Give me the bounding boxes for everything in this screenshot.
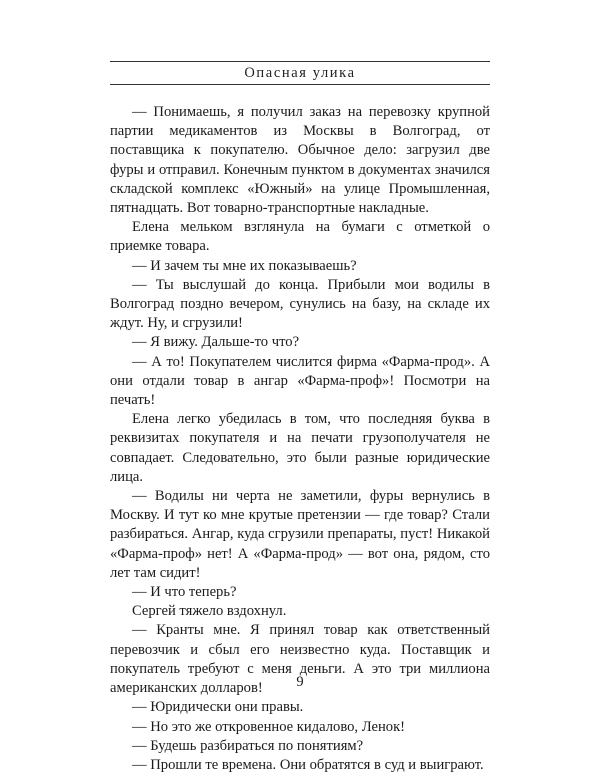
- running-header: [110, 61, 490, 85]
- paragraph: — Я вижу. Дальше-то что?: [132, 334, 300, 351]
- paragraph: — А то! Покупателем числится фирма «Фарма-прод». А они отдали товар в ангар «Фарма-проф»! Посмотри на печать!: [110, 353, 490, 409]
- running-title: Опасная улика: [244, 65, 356, 81]
- paragraph: — Водилы ни черта не заметили, фуры вернулись в Москву. И тут ко мне крутые претензии — где товар? Стали разбираться. Ангар, куда сгрузили препараты, пуст! Никакой «Фарма-проф» нет! А «Фарма-прод» — вот она, рядом, сто лет там сидит!: [110, 488, 490, 581]
- paragraph: — Прошли те времена. Они обратятся в суд и выиграют.: [132, 756, 484, 773]
- paragraph: — Понимаешь, я получил заказ на перевозку крупной партии медикаментов из Москвы в Волгоград, от поставщика к покупателю. Обычное дело: загрузил две фуры и отправил. Конечным пунктом в документах значился складской комплекс «Южный» на улице Промышленная, пятнадцать. Вот товарно-транспортные накладные.: [110, 104, 490, 217]
- paragraph: Сергей тяжело вздохнул.: [132, 603, 287, 620]
- paragraph: — Но это же откровенное кидалово, Ленок!: [132, 718, 406, 735]
- paragraph: — И зачем ты мне их показываешь?: [132, 257, 357, 274]
- paragraph: Елена легко убедилась в том, что последняя буква в реквизитах покупателя и на печати грузополучателя не совпадает. Следовательно, это были разные юридические лица.: [110, 411, 490, 485]
- page-number: 9: [296, 674, 304, 690]
- paragraph: — Ты выслушай до конца. Прибыли мои водилы в Волгоград поздно вечером, сунулись на базу, на складе их ждут. Ну, и сгрузили!: [110, 276, 490, 332]
- paragraph: — Кранты мне. Я принял товар как ответственный перевозчик и сбыл его неизвестно куда. Поставщик и покупатель требуют с меня деньги. А это три миллиона американских долларов!: [110, 622, 490, 697]
- paragraph: — Юридически они правы.: [132, 699, 304, 716]
- header-rule-bottom: [110, 84, 490, 85]
- paragraph: — И что теперь?: [132, 584, 237, 601]
- paragraph: Елена мельком взглянула на бумаги с отметкой о приемке товара.: [110, 219, 490, 255]
- paragraph: — Будешь разбираться по понятиям?: [132, 737, 364, 754]
